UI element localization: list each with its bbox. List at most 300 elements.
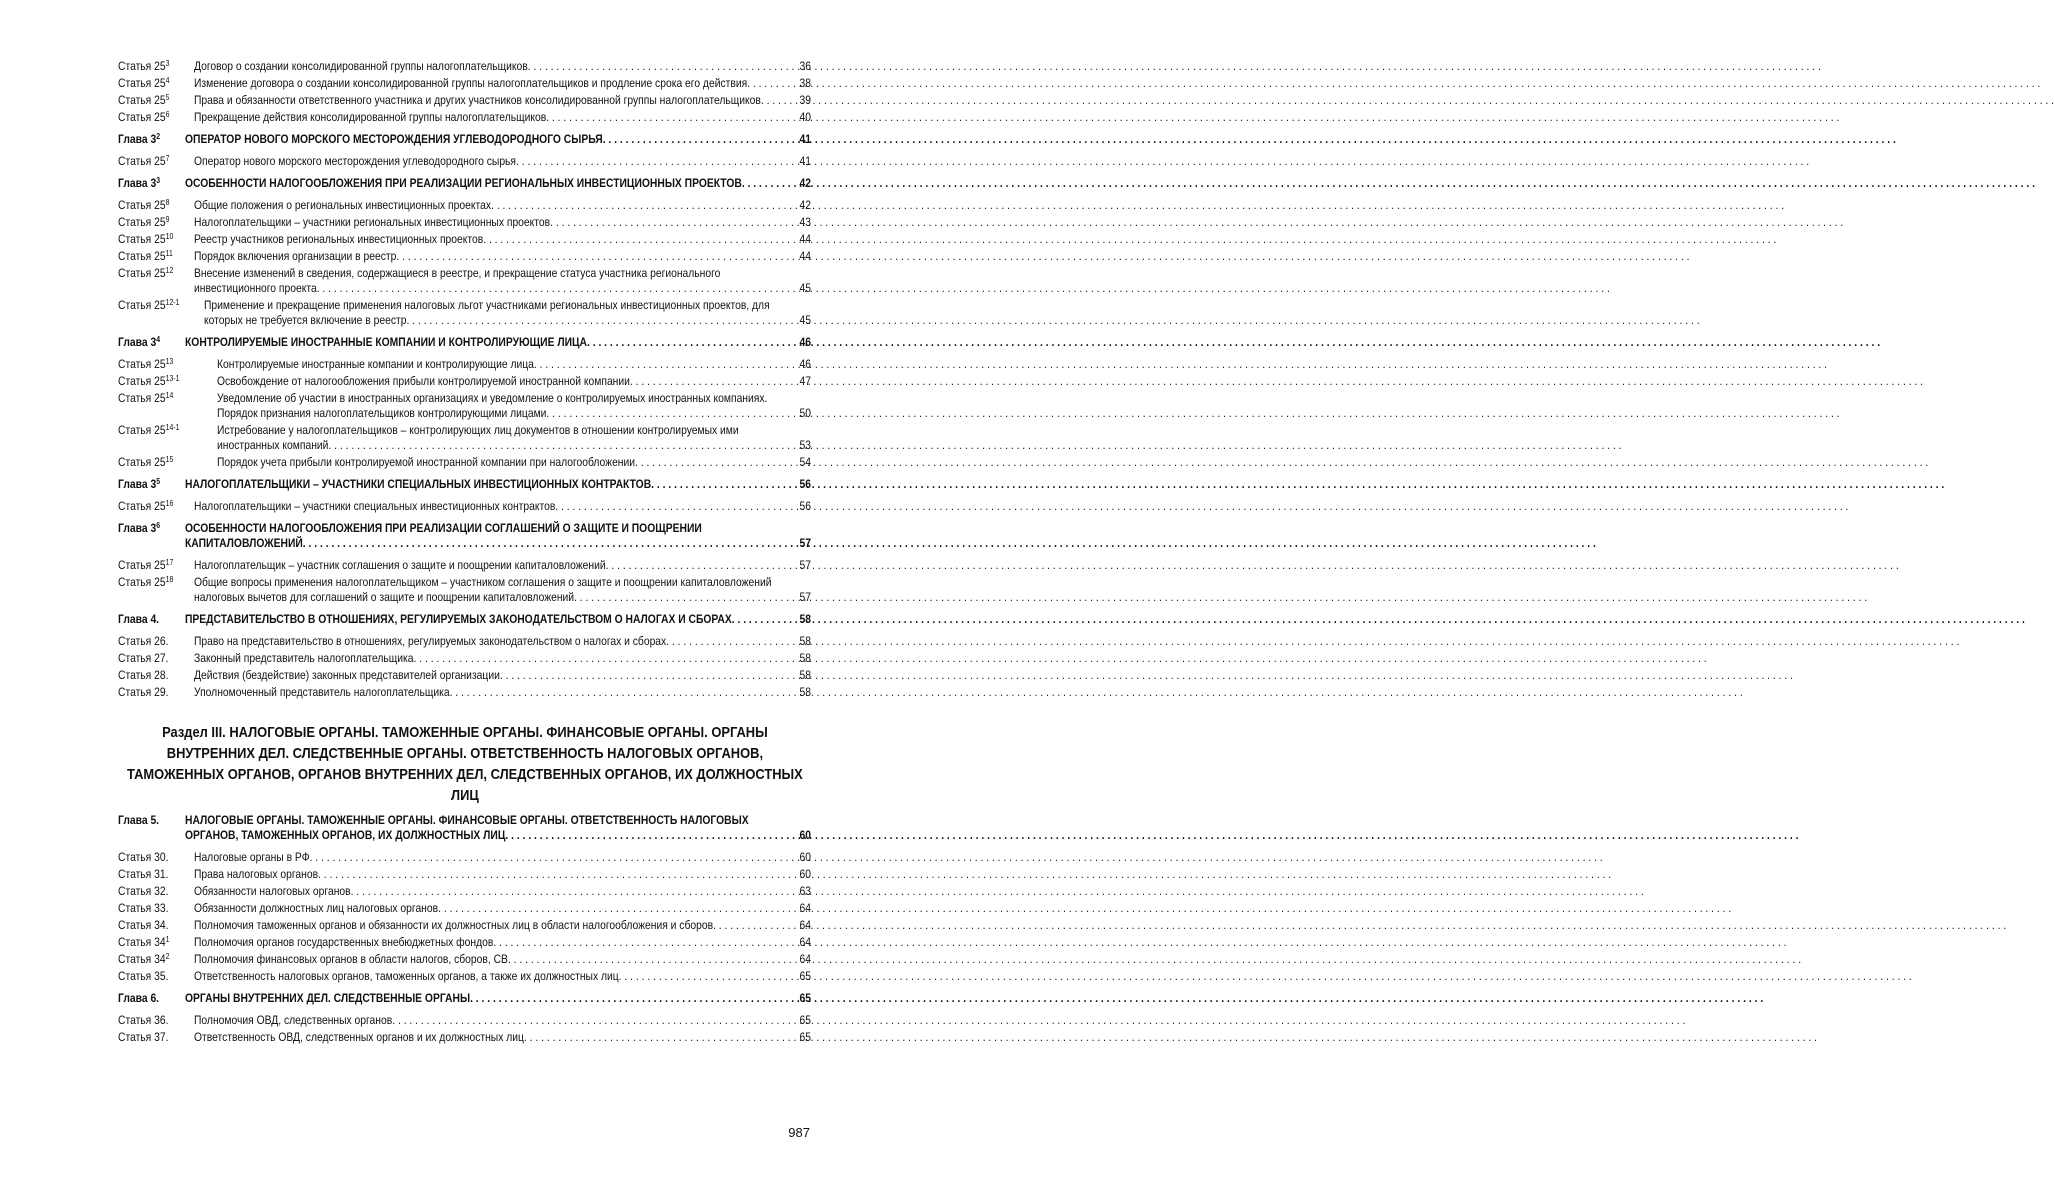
toc-entry-number: Статья 31.	[118, 867, 169, 881]
toc-entry-number: Статья 34	[118, 935, 166, 949]
toc-entry-superscript: 6	[165, 110, 170, 119]
toc-entry-superscript: 5	[165, 93, 170, 102]
toc-page-number: 45	[799, 281, 811, 295]
toc-entry-number: Глава 3	[118, 335, 157, 349]
toc-article[interactable]	[118, 901, 811, 916]
toc-entry-number: Статья 25	[118, 232, 166, 246]
dot-leader	[500, 668, 799, 683]
toc-entry-body	[217, 455, 811, 470]
dot-leader	[666, 634, 798, 649]
toc-entry-label	[118, 991, 185, 1006]
toc-article[interactable]	[118, 935, 811, 950]
toc-entry-body	[194, 685, 811, 700]
toc-entry-label	[118, 575, 194, 590]
toc-chapter[interactable]	[118, 132, 811, 147]
toc-article[interactable]	[118, 93, 811, 108]
toc-entry-superscript: 8	[165, 198, 170, 207]
toc-entry-title: ОРГАНОВ, ТАМОЖЕННЫХ ОРГАНОВ, ИХ ДОЛЖНОСТНЫХ ЛИЦ	[184, 828, 506, 842]
toc-entry-label	[118, 867, 194, 882]
toc-entry-body	[194, 215, 811, 230]
table-of-contents	[118, 59, 811, 1047]
toc-page-number: 64	[799, 935, 811, 949]
toc-entry-body	[194, 499, 811, 514]
toc-entry-title: Порядок включения организации в реестр	[193, 249, 397, 263]
toc-entry-label	[118, 668, 194, 683]
toc-entry-number: Глава 5.	[118, 813, 160, 827]
toc-page-number: 58	[799, 685, 811, 699]
toc-page-number: 64	[799, 952, 811, 966]
toc-entry-number: Статья 28.	[118, 668, 169, 682]
dot-leader	[318, 867, 799, 882]
toc-entry-body	[194, 558, 811, 573]
toc-article[interactable]	[118, 423, 811, 453]
toc-entry-title: Налогоплательщик – участник соглашения о защите и поощрении капиталовложений	[193, 558, 606, 572]
toc-article[interactable]	[118, 391, 811, 421]
toc-entry-title: Полномочия финансовых органов в области налогов, сборов, СВ	[193, 952, 508, 966]
toc-entry-label	[118, 477, 185, 492]
toc-chapter[interactable]	[118, 991, 811, 1006]
toc-entry-label	[118, 969, 194, 984]
toc-entry-superscript: 14-1	[165, 423, 180, 432]
toc-entry-label	[118, 176, 185, 191]
toc-entry-body	[194, 634, 811, 649]
toc-entry-number: Статья 25	[118, 198, 166, 212]
dot-leader	[635, 455, 799, 470]
toc-chapter[interactable]	[118, 521, 811, 551]
dot-leader	[550, 215, 799, 230]
toc-entry-body	[194, 850, 811, 865]
toc-entry-number: Глава 4.	[118, 612, 160, 626]
toc-entry-title: Оператор нового морского месторождения углеводородного сырья	[193, 154, 517, 168]
dot-leader	[328, 438, 798, 453]
toc-entry-body	[194, 249, 811, 264]
toc-entry-number: Статья 27.	[118, 651, 169, 665]
toc-entry-title: Полномочия таможенных органов и обязанности их должностных лиц в области налогообложения и сборов	[193, 918, 714, 932]
toc-entry-label	[118, 901, 194, 916]
toc-article[interactable]	[118, 952, 811, 967]
dot-leader	[406, 313, 798, 328]
toc-article[interactable]	[118, 215, 811, 230]
toc-entry-number: Статья 25	[118, 93, 166, 107]
toc-entry-superscript: 5	[156, 477, 161, 486]
toc-entry-title: Действия (бездействие) законных представителей организации	[193, 668, 500, 682]
toc-entry-body	[194, 952, 811, 967]
toc-article[interactable]	[118, 1013, 811, 1028]
toc-article[interactable]	[118, 685, 811, 700]
toc-chapter[interactable]	[118, 612, 811, 627]
toc-page-number: 38	[799, 76, 811, 90]
toc-page-number: 50	[799, 406, 811, 420]
toc-entry-number: Статья 29.	[118, 685, 169, 699]
dot-leader	[630, 374, 799, 389]
toc-entry-number: Статья 25	[118, 154, 166, 168]
toc-entry-label	[118, 499, 194, 514]
toc-page-number: 60	[799, 828, 811, 842]
toc-page-number: 40	[799, 110, 811, 124]
dot-leader	[574, 590, 799, 605]
toc-entry-number: Статья 25	[118, 298, 166, 312]
dot-leader	[546, 406, 798, 421]
toc-article[interactable]	[118, 154, 811, 169]
toc-entry-label	[118, 521, 185, 536]
toc-entry-title: Право на представительство в отношениях, регулируемых законодательством о налогах и сборах	[193, 634, 667, 648]
dot-leader	[493, 935, 798, 950]
dot-leader	[603, 132, 799, 147]
toc-article[interactable]	[118, 668, 811, 683]
toc-entry-label	[118, 357, 217, 372]
toc-article[interactable]	[118, 298, 811, 328]
toc-entry-superscript: 1	[165, 935, 170, 944]
toc-entry-title: Налогоплательщики – участники региональных инвестиционных проектов	[193, 215, 551, 229]
toc-article[interactable]	[118, 374, 811, 389]
toc-entry-title-wrapped: Истребование у налогоплательщиков – контролирующих лиц документов в отношении контролируемых ими	[216, 423, 739, 437]
toc-entry-superscript: 18	[165, 575, 174, 584]
toc-entry-body	[194, 575, 811, 605]
section-heading: Раздел III. НАЛОГОВЫЕ ОРГАНЫ. ТАМОЖЕННЫЕ ОРГАНЫ. ФИНАНСОВЫЕ ОРГАНЫ. ОРГАНЫ ВНУТРЕННИХ ДЕЛ. СЛЕДСТВЕННЫЕ ОРГАНЫ. ОТВЕТСТВЕННОСТЬ НАЛОГОВЫХ ОРГАНОВ, ТАМОЖЕННЫХ ОРГАНОВ, ОРГАНОВ ВНУТРЕННИХ ДЕЛ, СЛЕДСТВЕННЫХ ОРГАНОВ, ИХ ДОЛЖНОСТНЫХ ЛИЦ	[126, 724, 803, 804]
toc-entry-superscript: 3	[156, 176, 161, 185]
toc-entry-title: иностранных компаний	[216, 438, 329, 452]
dot-leader	[747, 76, 798, 91]
toc-entry-body	[194, 668, 811, 683]
dot-leader	[470, 991, 799, 1006]
toc-entry-body	[185, 991, 811, 1006]
toc-page-number: 65	[799, 1030, 811, 1044]
toc-article[interactable]	[118, 850, 811, 865]
toc-entry-number: Глава 3	[118, 521, 157, 535]
toc-entry-label	[118, 884, 194, 899]
toc-entry-label	[118, 198, 194, 213]
toc-page-number: 64	[799, 901, 811, 915]
toc-entry-number: Статья 25	[118, 59, 166, 73]
toc-entry-title: Договор о создании консолидированной группы налогоплательщиков	[193, 59, 528, 73]
toc-entry-body	[217, 357, 811, 372]
toc-article[interactable]	[118, 558, 811, 573]
toc-entry-label	[118, 132, 185, 147]
toc-page-number: 65	[799, 969, 811, 983]
dot-leader	[483, 232, 798, 247]
toc-entry-body	[217, 391, 811, 421]
dot-leader	[555, 499, 798, 514]
dot-leader	[761, 93, 799, 108]
toc-entry-body	[185, 521, 811, 551]
toc-entry-number: Статья 25	[118, 374, 166, 388]
dot-leader	[516, 154, 799, 169]
toc-page-number: 65	[799, 991, 811, 1005]
dot-leader	[392, 1013, 798, 1028]
toc-entry-title: инвестиционного проекта	[193, 281, 317, 295]
toc-article[interactable]	[118, 969, 811, 984]
toc-entry-body	[194, 93, 811, 108]
toc-entry-title: Порядок учета прибыли контролируемой иностранной компании при налогообложении	[216, 455, 636, 469]
dot-leader	[606, 558, 799, 573]
toc-entry-title: Ответственность ОВД, следственных органов и их должностных лиц	[193, 1030, 524, 1044]
toc-entry-title: Права налоговых органов	[193, 867, 319, 881]
toc-page-number: 46	[799, 357, 811, 371]
toc-entry-number: Статья 26.	[118, 634, 169, 648]
dot-leader	[651, 477, 799, 492]
toc-page-number: 47	[799, 374, 811, 388]
toc-entry-label	[118, 423, 217, 438]
toc-entry-title: Права и обязанности ответственного участника и других участников консолидированной группы налогоплательщиков	[193, 93, 761, 107]
toc-entry-superscript: 12	[165, 266, 174, 275]
dot-leader	[508, 952, 799, 967]
toc-entry-label	[118, 391, 217, 406]
toc-chapter[interactable]	[118, 176, 811, 191]
toc-page-number: 63	[799, 884, 811, 898]
toc-page-number: 60	[799, 850, 811, 864]
toc-entry-label	[118, 76, 194, 91]
toc-article[interactable]	[118, 357, 811, 372]
dot-leader	[317, 281, 799, 296]
toc-entry-label	[118, 455, 217, 470]
toc-entry-number: Статья 36.	[118, 1013, 169, 1027]
toc-entry-title: Налогоплательщики – участники специальных инвестиционных контрактов	[193, 499, 556, 513]
toc-entry-superscript: 13	[165, 357, 174, 366]
toc-entry-title: ПРЕДСТАВИТЕЛЬСТВО В ОТНОШЕНИЯХ, РЕГУЛИРУЕМЫХ ЗАКОНОДАТЕЛЬСТВОМ О НАЛОГАХ И СБОРАХ	[184, 612, 732, 626]
toc-entry-superscript: 16	[165, 499, 174, 508]
toc-entry-body	[185, 176, 811, 191]
toc-entry-label	[118, 1030, 194, 1045]
toc-entry-body	[217, 423, 811, 453]
toc-entry-title-wrapped: Внесение изменений в сведения, содержащиеся в реестре, и прекращение статуса участника регионального	[193, 266, 721, 280]
toc-page-number: 58	[799, 612, 811, 626]
toc-entry-number: Статья 25	[118, 455, 166, 469]
toc-entry-label	[118, 298, 204, 313]
toc-article[interactable]	[118, 110, 811, 125]
toc-entry-superscript: 4	[165, 76, 170, 85]
toc-entry-number: Статья 33.	[118, 901, 169, 915]
toc-entry-number: Статья 34	[118, 952, 166, 966]
dot-leader	[396, 249, 798, 264]
toc-entry-label	[118, 154, 194, 169]
toc-entry-label	[118, 918, 194, 933]
toc-page-number: 44	[799, 249, 811, 263]
toc-entry-body	[194, 867, 811, 882]
toc-entry-number: Статья 25	[118, 110, 166, 124]
toc-entry-body	[194, 1013, 811, 1028]
toc-page-number: 36	[799, 59, 811, 73]
toc-article[interactable]	[118, 455, 811, 470]
toc-entry-body	[194, 884, 811, 899]
toc-entry-superscript: 3	[165, 59, 170, 68]
toc-entry-title-wrapped: Общие вопросы применения налогоплательщиком – участником соглашения о защите и поощрении капиталовложений	[193, 575, 772, 589]
toc-entry-number: Статья 30.	[118, 850, 169, 864]
toc-entry-body	[194, 651, 811, 666]
toc-page-number: 58	[799, 634, 811, 648]
toc-entry-label	[118, 685, 194, 700]
dot-leader	[438, 901, 799, 916]
toc-article[interactable]	[118, 232, 811, 247]
toc-entry-title: ОПЕРАТОР НОВОГО МОРСКОГО МЕСТОРОЖДЕНИЯ УГЛЕВОДОРОДНОГО СЫРЬЯ	[184, 132, 603, 146]
dot-leader	[351, 884, 799, 899]
toc-chapter[interactable]	[118, 477, 811, 492]
toc-entry-number: Статья 25	[118, 215, 166, 229]
toc-entry-number: Глава 6.	[118, 991, 160, 1005]
toc-entry-number: Статья 25	[118, 391, 166, 405]
toc-entry-title: Освобождение от налогообложения прибыли контролируемой иностранной компании	[216, 374, 630, 388]
dot-leader	[450, 685, 799, 700]
dot-leader	[546, 110, 798, 125]
toc-entry-title: Уполномоченный представитель налогоплательщика	[193, 685, 450, 699]
toc-entry-label	[118, 558, 194, 573]
toc-entry-label	[118, 110, 194, 125]
toc-entry-number: Статья 35.	[118, 969, 169, 983]
toc-entry-title: Прекращение действия консолидированной группы налогоплательщиков	[193, 110, 547, 124]
toc-entry-superscript: 12-1	[165, 298, 180, 307]
toc-entry-body	[185, 813, 811, 843]
toc-entry-title: ОСОБЕННОСТИ НАЛОГООБЛОЖЕНИЯ ПРИ РЕАЛИЗАЦИИ РЕГИОНАЛЬНЫХ ИНВЕСТИЦИОННЫХ ПРОЕКТОВ	[184, 176, 742, 190]
toc-entry-title-wrapped: ОСОБЕННОСТИ НАЛОГООБЛОЖЕНИЯ ПРИ РЕАЛИЗАЦИИ СОГЛАШЕНИЙ О ЗАЩИТЕ И ПООЩРЕНИИ	[184, 521, 702, 535]
toc-entry-superscript: 4	[156, 335, 161, 344]
toc-entry-label	[118, 374, 217, 389]
toc-article[interactable]	[118, 651, 811, 666]
toc-entry-superscript: 10	[165, 232, 174, 241]
toc-article[interactable]	[118, 76, 811, 91]
toc-entry-number: Статья 37.	[118, 1030, 169, 1044]
toc-page-number: 39	[799, 93, 811, 107]
toc-entry-title: которых не требуется включение в реестр	[204, 313, 407, 327]
toc-page-number: 54	[799, 455, 811, 469]
toc-entry-body	[194, 935, 811, 950]
toc-entry-title: КОНТРОЛИРУЕМЫЕ ИНОСТРАННЫЕ КОМПАНИИ И КОНТРОЛИРУЮЩИЕ ЛИЦА	[184, 335, 587, 349]
toc-entry-label	[118, 612, 185, 627]
toc-article[interactable]	[118, 198, 811, 213]
toc-page-number: 46	[799, 335, 811, 349]
toc-entry-number: Статья 25	[118, 357, 166, 371]
toc-entry-label	[118, 335, 185, 350]
toc-entry-superscript: 6	[156, 521, 161, 530]
toc-chapter[interactable]	[118, 335, 811, 350]
toc-entry-body	[204, 298, 811, 328]
toc-entry-body	[185, 477, 811, 492]
toc-page-number: 45	[799, 313, 811, 327]
toc-entry-title: Ответственность налоговых органов, таможенных органов, а также их должностных лиц	[193, 969, 619, 983]
dot-leader	[713, 918, 799, 933]
toc-entry-number: Статья 25	[118, 575, 166, 589]
toc-entry-number: Статья 34.	[118, 918, 169, 932]
toc-entry-title: КАПИТАЛОВЛОЖЕНИЙ	[184, 536, 303, 550]
toc-entry-label	[118, 249, 194, 264]
toc-article[interactable]	[118, 575, 811, 605]
toc-entry-number: Глава 3	[118, 132, 157, 146]
toc-article[interactable]	[118, 1030, 811, 1045]
toc-page-number: 56	[799, 477, 811, 491]
dot-leader	[528, 59, 799, 74]
toc-entry-title: Законный представитель налогоплательщика	[193, 651, 414, 665]
toc-page-number: 60	[799, 867, 811, 881]
toc-entry-title-wrapped: Применение и прекращение применения налоговых льгот участниками региональных инвестиционных проектов, для	[204, 298, 770, 312]
dot-leader	[524, 1030, 799, 1045]
toc-entry-title: Налоговые органы в РФ	[193, 850, 310, 864]
toc-article[interactable]	[118, 867, 811, 882]
toc-entry-number: Статья 25	[118, 76, 166, 90]
toc-article[interactable]	[118, 499, 811, 514]
toc-entry-body	[217, 374, 811, 389]
toc-page-number: 43	[799, 215, 811, 229]
toc-entry-title-wrapped: НАЛОГОВЫЕ ОРГАНЫ. ТАМОЖЕННЫЕ ОРГАНЫ. ФИНАНСОВЫЕ ОРГАНЫ. ОТВЕТСТВЕННОСТЬ НАЛОГОВЫХ	[184, 813, 749, 827]
toc-entry-title: Порядок признания налогоплательщиков контролирующими лицами	[216, 406, 547, 420]
toc-chapter[interactable]	[118, 813, 811, 843]
toc-entry-label	[118, 651, 194, 666]
toc-entry-body	[194, 232, 811, 247]
toc-page-number: 42	[799, 198, 811, 212]
dot-leader	[587, 335, 799, 350]
toc-entry-superscript: 11	[165, 249, 173, 258]
toc-entry-body	[194, 59, 811, 74]
toc-page-number: 44	[799, 232, 811, 246]
dot-leader	[310, 850, 799, 865]
toc-entry-body	[194, 110, 811, 125]
toc-entry-superscript: 9	[165, 215, 170, 224]
dot-leader	[619, 969, 799, 984]
toc-entry-number: Глава 3	[118, 477, 157, 491]
toc-article[interactable]	[118, 266, 811, 296]
toc-article[interactable]	[118, 918, 811, 933]
toc-entry-superscript: 2	[165, 952, 170, 961]
toc-entry-label	[118, 215, 194, 230]
toc-entry-number: Статья 25	[118, 249, 166, 263]
toc-entry-label	[118, 813, 185, 828]
page-number: 987	[788, 1125, 810, 1140]
toc-entry-title: Полномочия ОВД, следственных органов	[193, 1013, 393, 1027]
toc-entry-label	[118, 850, 194, 865]
toc-article[interactable]	[118, 884, 811, 899]
toc-entry-title: Контролируемые иностранные компании и контролирующие лица	[216, 357, 534, 371]
toc-article[interactable]	[118, 634, 811, 649]
toc-entry-label	[118, 232, 194, 247]
toc-entry-body	[185, 612, 811, 627]
toc-entry-label	[118, 1013, 194, 1028]
toc-entry-number: Статья 25	[118, 499, 166, 513]
toc-entry-label	[118, 59, 194, 74]
toc-article[interactable]	[118, 249, 811, 264]
toc-page-number: 65	[799, 1013, 811, 1027]
dot-leader	[742, 176, 799, 191]
toc-entry-body	[194, 969, 811, 984]
toc-entry-title: налоговых вычетов для соглашений о защите и поощрении капиталовложений	[193, 590, 575, 604]
toc-entry-label	[118, 93, 194, 108]
toc-entry-title: Полномочия органов государственных внебюджетных фондов	[193, 935, 494, 949]
toc-entry-body	[194, 901, 811, 916]
toc-page-number: 58	[799, 651, 811, 665]
toc-entry-number: Статья 32.	[118, 884, 169, 898]
toc-entry-superscript: 15	[165, 455, 174, 464]
toc-entry-superscript: 14	[165, 391, 174, 400]
toc-entry-label	[118, 634, 194, 649]
toc-entry-number: Статья 25	[118, 266, 166, 280]
toc-entry-body	[194, 1030, 811, 1045]
toc-entry-title-wrapped: Уведомление об участии в иностранных организациях и уведомление о контролируемых иностранных компаниях.	[216, 391, 768, 405]
toc-page-number: 57	[799, 558, 811, 572]
toc-page-number: 64	[799, 918, 811, 932]
toc-page-number: 57	[799, 590, 811, 604]
toc-entry-title: Обязанности налоговых органов	[193, 884, 351, 898]
toc-entry-number: Глава 3	[118, 176, 157, 190]
toc-entry-title: Реестр участников региональных инвестиционных проектов	[193, 232, 484, 246]
toc-entry-superscript: 17	[165, 558, 174, 567]
toc-entry-label	[118, 952, 194, 967]
toc-entry-body	[194, 266, 811, 296]
toc-article[interactable]	[118, 59, 811, 74]
dot-leader	[303, 536, 799, 551]
dot-leader	[534, 357, 799, 372]
toc-entry-label	[118, 935, 194, 950]
toc-entry-superscript: 7	[165, 154, 170, 163]
toc-entry-body	[194, 154, 811, 169]
toc-entry-number: Статья 25	[118, 558, 166, 572]
toc-entry-body	[194, 918, 811, 933]
toc-entry-title: Обязанности должностных лиц налоговых органов	[193, 901, 439, 915]
